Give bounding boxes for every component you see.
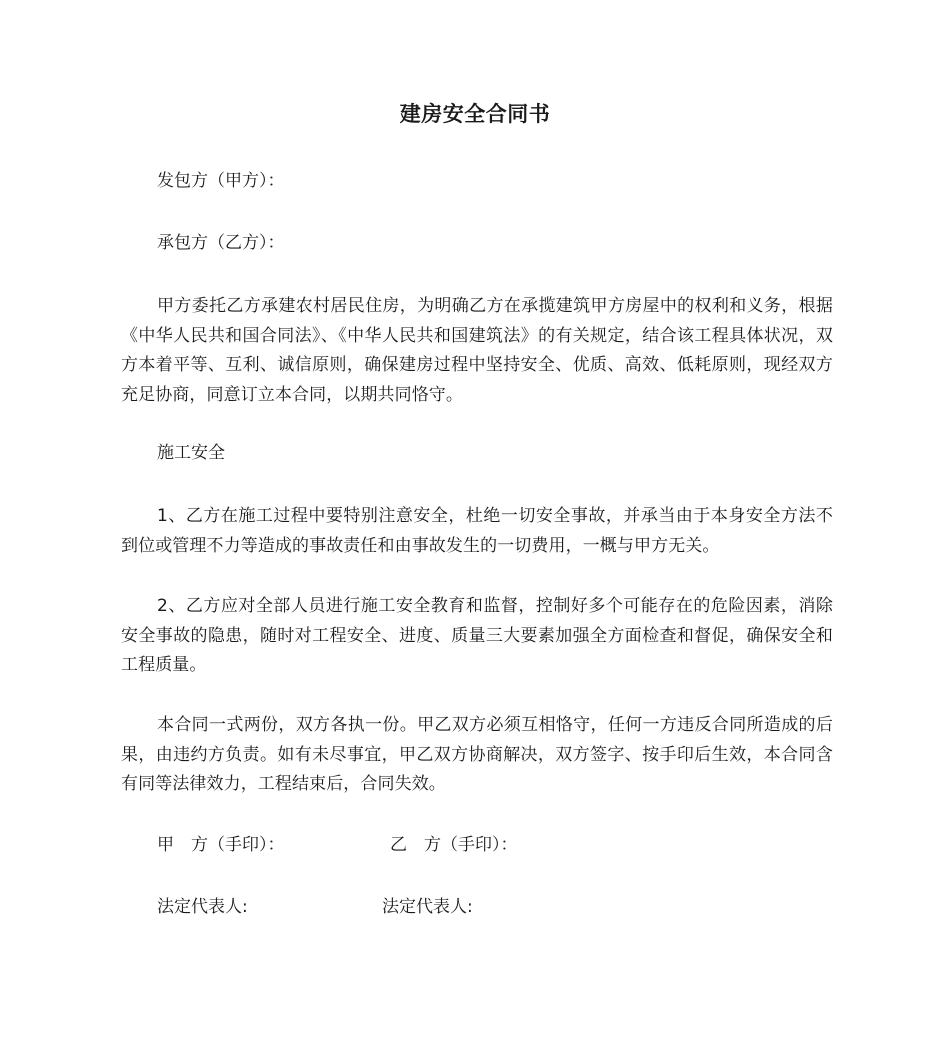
closing-paragraph: 本合同一式两份，双方各执一份。甲乙双方必须互相恪守，任何一方违反合同所造成的后果，由违约方负责。如有未尽事宜，甲乙双方协商解决，双方签字、按手印后生效，本合同含有同等法律效力，工程结束后，合同失效。 <box>121 715 833 794</box>
party-b-label: 承包方（乙方）： <box>157 233 285 253</box>
party-b-signature-label: 乙 方（手印）： <box>390 835 518 855</box>
intro-paragraph: 甲方委托乙方承建农村居民住房，为明确乙方在承揽建筑甲方房屋中的权利和义务，根据《中华人民共和国合同法》、《中华人民共和国建筑法》的有关规定，结合该工程具体状况，双方本着平等、互利、诚信原则，确保建房过程中坚持安全、优质、高效、低耗原则，现经双方充足协商，同意订立本合同，以期共同恪守。 <box>121 296 833 405</box>
clause-1: 1、乙方在施工过程中要特别注意安全，杜绝一切安全事故，并承当由于本身安全方法不到位或管理不力等造成的事故责任和由事故发生的一切费用，一概与甲方无关。 <box>121 506 833 556</box>
party-a-signature-label: 甲 方（手印）： <box>157 835 285 855</box>
party-a-label: 发包方（甲方）： <box>157 171 285 191</box>
document-title: 建房安全合同书 <box>399 102 551 126</box>
party-b-representative-label: 法定代表人: <box>382 897 473 917</box>
section-title: 施工安全 <box>157 443 225 463</box>
party-a-representative-label: 法定代表人: <box>157 897 248 917</box>
clause-2: 2、乙方应对全部人员进行施工安全教育和监督，控制好多个可能存在的危险因素，消除安全事故的隐患，随时对工程安全、进度、质量三大要素加强全方面检查和督促，确保安全和工程质量。 <box>121 596 833 675</box>
